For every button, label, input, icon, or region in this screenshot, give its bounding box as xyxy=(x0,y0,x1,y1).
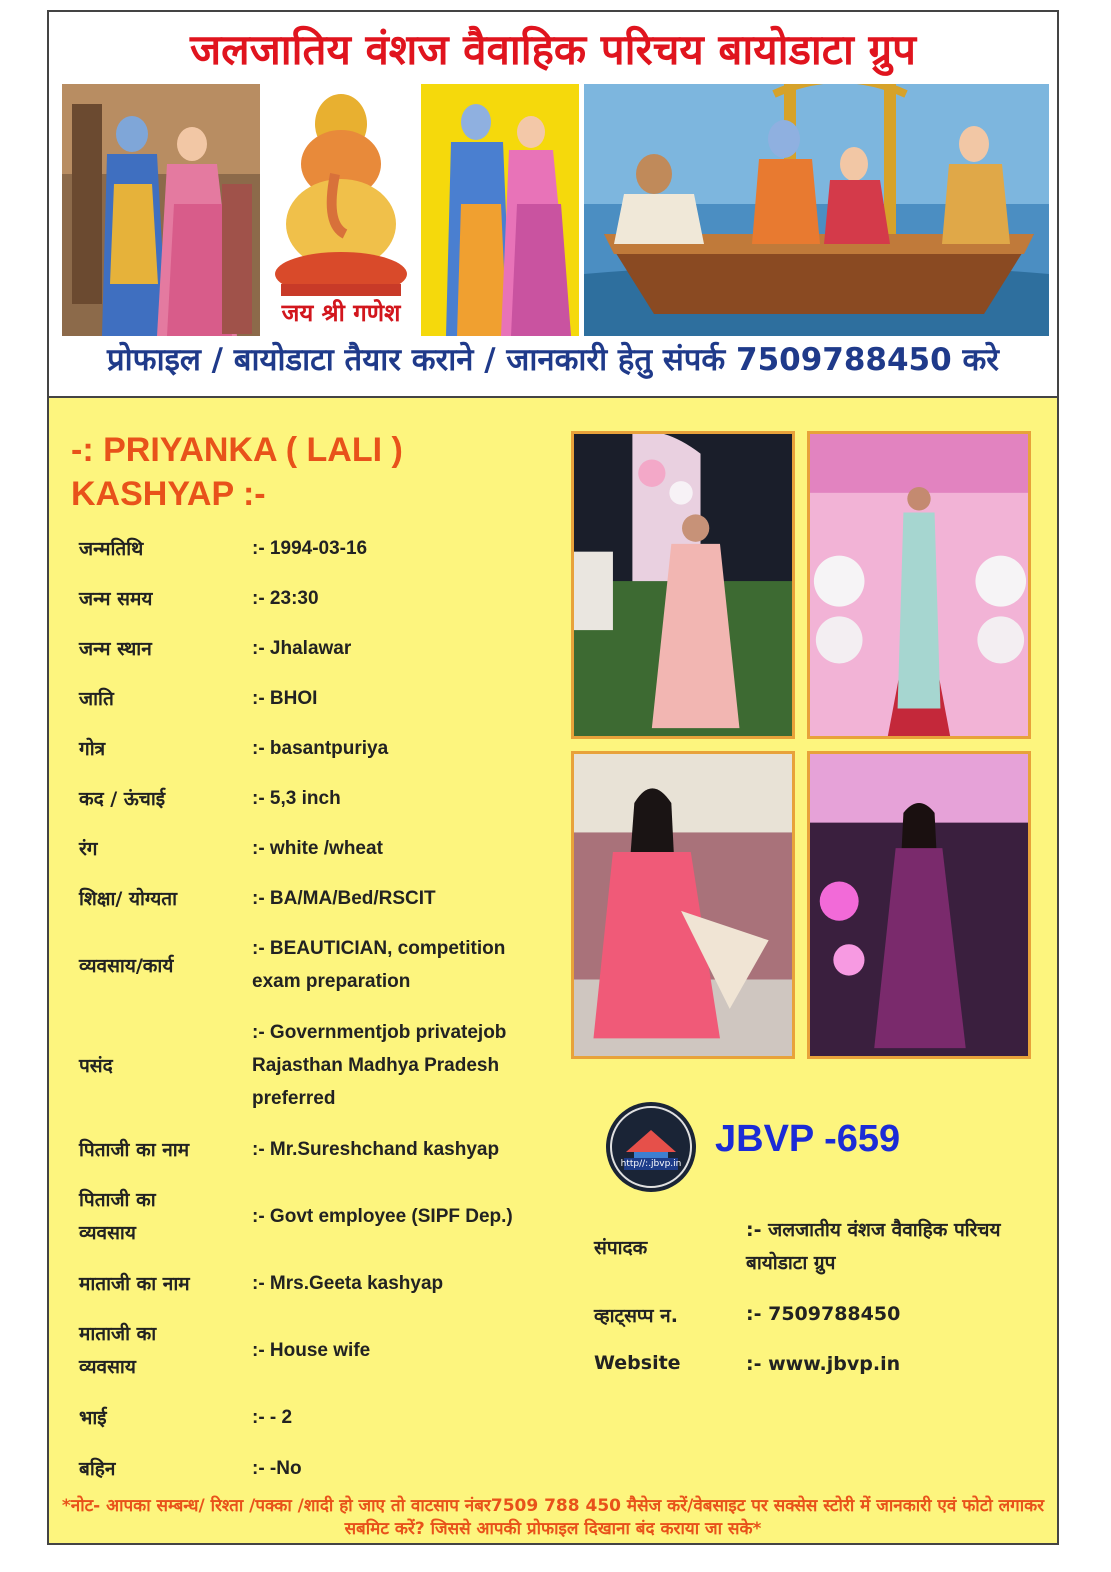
profile-photo-1 xyxy=(571,431,795,739)
logo-text: http//:.jbvp.in xyxy=(620,1159,682,1169)
detail-value: :- House wife xyxy=(252,1340,371,1361)
detail-value: :- Mr.Sureshchand kashyap xyxy=(252,1139,500,1160)
editor-label: संपादक xyxy=(594,1237,648,1259)
detail-value: :- Jhalawar xyxy=(252,638,352,659)
detail-value: :- - 2 xyxy=(252,1407,293,1428)
profile-photo-4 xyxy=(807,751,1031,1059)
contact-line: प्रोफाइल / बायोडाटा तैयार कराने / जानकारी हेतु संपर्क 7509788450 करे xyxy=(107,342,999,378)
detail-label: गोत्र xyxy=(79,738,106,760)
group-title: जलजातिय वंशज वैवाहिक परिचय बायोडाटा ग्रुप xyxy=(189,25,917,74)
profile-photo-2 xyxy=(807,431,1031,739)
detail-label: शिक्षा/ योग्यता xyxy=(79,888,177,910)
detail-value: :- BHOI xyxy=(252,688,318,709)
detail-label: जन्म समय xyxy=(79,588,153,610)
header-banner xyxy=(49,12,1057,398)
detail-value: :- Mrs.Geeta kashyap xyxy=(252,1273,444,1294)
detail-value: :- 5,3 inch xyxy=(252,788,341,809)
detail-label: जाति xyxy=(79,688,114,710)
detail-label: जन्मतिथि xyxy=(79,538,144,560)
website-value: :- www.jbvp.in xyxy=(746,1353,901,1375)
detail-value: :- white /wheat xyxy=(252,838,383,859)
detail-label: कद / ऊंचाई xyxy=(79,788,166,810)
detail-value: :- Governmentjob privatejob Rajasthan Madhya Pradesh preferred xyxy=(252,1022,507,1109)
detail-value: :- -No xyxy=(252,1458,302,1479)
detail-label: पसंद xyxy=(79,1055,113,1077)
detail-value: :- 23:30 xyxy=(252,588,319,609)
detail-value: :- basantpuriya xyxy=(252,738,389,759)
ram-sita-image-left xyxy=(62,84,260,336)
photo-grid xyxy=(571,431,1036,1067)
detail-label: माताजी का व्यवसाय xyxy=(79,1323,157,1378)
detail-label: रंग xyxy=(79,838,98,860)
profile-id: JBVP -659 xyxy=(715,1118,901,1160)
whatsapp-value: :- 7509788450 xyxy=(746,1303,901,1325)
detail-label: व्यवसाय/कार्य xyxy=(79,955,174,977)
detail-value: :- BEAUTICIAN, competition exam preparation xyxy=(252,938,506,992)
jbvp-logo xyxy=(604,1100,698,1194)
detail-value: :- Govt employee (SIPF Dep.) xyxy=(252,1206,513,1227)
detail-label: पिताजी का नाम xyxy=(79,1139,190,1161)
website-label: Website xyxy=(594,1352,681,1374)
boat-scene-image xyxy=(584,84,1049,336)
detail-label: जन्म स्थान xyxy=(79,638,152,660)
footer-note: *नोट- आपका सम्बन्ध/ रिश्ता /पक्का /शादी हो जाए तो वाटसाप नंबर7509 788 450 मैसेज करें/वेबसाइट पर सक्सेस स्टोरी में जानकारी एवं फोटो लगाकर सबमिट करें? जिससे आपकी प्रोफाइल दिखाना बंद कराया जा सके* xyxy=(61,1496,1045,1539)
biodata-card xyxy=(47,10,1059,1545)
profile-photo-3 xyxy=(571,751,795,1059)
detail-label: बहिन xyxy=(79,1458,116,1480)
whatsapp-label: व्हाट्सप्प न. xyxy=(594,1305,678,1327)
detail-label: पिताजी का व्यवसाय xyxy=(79,1189,156,1244)
editor-value: :- जलजातीय वंशज वैवाहिक परिचय बायोडाटा ग्रुप xyxy=(746,1219,1001,1274)
profile-name: -: PRIYANKA ( LALI ) KASHYAP :- xyxy=(71,431,403,513)
ganesh-caption: जय श्री गणेश xyxy=(281,299,401,327)
detail-label: भाई xyxy=(79,1407,107,1429)
deity-images xyxy=(62,84,1049,336)
ganesh-image xyxy=(265,84,417,336)
detail-label: माताजी का नाम xyxy=(79,1273,190,1295)
detail-value: :- 1994-03-16 xyxy=(252,538,368,559)
detail-value: :- BA/MA/Bed/RSCIT xyxy=(252,888,436,909)
ram-sita-image-yellow xyxy=(421,84,579,336)
